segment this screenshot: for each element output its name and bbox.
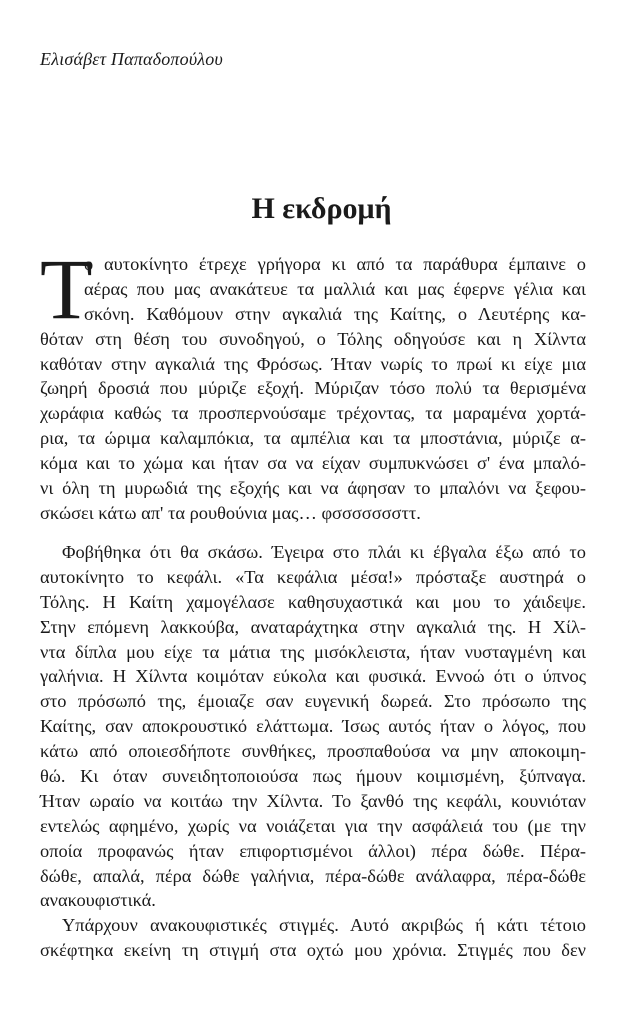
text-line: Υπάρχουν ανακουφιστικές στιγμές. Αυτό ακριβώς ή κάτι τέτοιο (62, 915, 586, 935)
paragraph-1 (40, 241, 586, 526)
drop-cap: Τ (40, 241, 93, 337)
text-line: Καίτης, σαν αποκρουστικό ελάττωμα. Ίσως αυτός ήταν ο λόγος, που (40, 716, 586, 737)
text-line: στο πρόσωπό της, έμοιαζε σαν ευγενική δωρεά. Στο πρόσωπο της (40, 691, 586, 712)
chapter-title: Η εκδρομή (251, 192, 392, 225)
text-line: Στην επόμενη λακκούβα, αναταράχτηκα στην αγκαλιά της. Η Χίλ- (40, 616, 586, 637)
text-line: καθόταν στην αγκαλιά της Φρόσως. Ήταν νωρίς το πρωί κι είχε μια (40, 353, 586, 374)
text-line: σκώσει κάτω απ' τα ρουθούνια μας… φσσσσσσσττ. (40, 502, 421, 523)
text-line: νι όλη τη μυρωδιά της εξοχής και να άφησαν το μπαλόνι να ξεφου- (40, 478, 586, 499)
text-line: Φοβήθηκα ότι θα σκάσω. Έγειρα στο πλάι κι έβγαλα έξω από το (62, 542, 586, 562)
text-line: σκόνη. Καθόμουν στην αγκαλιά της Καίτης, ο Λευτέρης κα- (84, 303, 586, 324)
text-line: δώθε, απαλά, πέρα δώθε γαλήνια, πέρα-δώθε ανάλαφρα, πέρα-δώθε (40, 865, 586, 886)
text-line: θώ. Κι όταν συνειδητοποιούσα πως ήμουν κοιμισμένη, ξύπναγα. (40, 766, 586, 787)
text-line: αυτοκίνητο το κεφάλι. «Τα κεφάλια μέσα!» πρόσταξε αυστηρά ο (40, 566, 586, 587)
text-line: αέρας που μας ανακάτευε τα μαλλιά και μας έφερνε γέλια και (84, 278, 586, 299)
text-line: κόμα και το χώμα και ήταν σα να είχαν συμπυκνώσει σ' ένα μπαλό- (40, 453, 586, 474)
text-line: γαλήνια. Η Χίλντα κοιμόταν εύκολα και φυσικά. Εννοώ ότι ο ύπνος (40, 666, 586, 687)
text-line: ανακουφιστικά. (40, 890, 156, 911)
running-head: Ελισάβετ Παπαδοπούλου (40, 49, 223, 69)
text-line: ντα δίπλα μου είχε τα μάτια της μισόκλειστα, ήταν νυσταγμένη και (40, 641, 586, 662)
paragraph-3 (40, 913, 586, 963)
text-line: Ήταν ωραίο να κοιτάω την Χίλντα. Το ξανθό της κεφάλι, κουνιόταν (40, 790, 586, 811)
paragraph-2 (40, 540, 586, 913)
text-line: θόταν στη θέση του συνοδηγού, ο Τόλης οδηγούσε και η Χίλντα (40, 328, 586, 349)
text-line: ο αυτοκίνητο έτρεχε γρήγορα κι από τα παράθυρα έμπαινε ο (84, 254, 586, 274)
text-line: Τόλης. Η Καίτη χαμογέλασε καθησυχαστικά και μου το χάιδεψε. (40, 591, 586, 612)
text-line: ζωηρή δροσιά που μύριζε εξοχή. Μύριζαν τόσο πολύ τα θερισμένα (40, 378, 586, 399)
text-line: οποία προφανώς ήταν επιφορτισμένοι άλλοι) πέρα δώθε. Πέρα- (40, 840, 586, 861)
text-line: σκέφτηκα εκείνη τη στιγμή στα οχτώ μου χρόνια. Στιγμές που δεν (40, 939, 586, 960)
text-line: ρια, τα ώριμα καλαμπόκια, τα αμπέλια και τα μποστάνια, μύριζε α- (40, 428, 586, 449)
text-line: εντελώς αφημένο, χωρίς να νοιάζεται για την ασφάλειά του (με την (40, 815, 586, 836)
text-line: κάτω από οποιεσδήποτε συνθήκες, προσπαθούσα να μην αποκοιμη- (40, 741, 586, 762)
text-line: χωράφια καθώς τα προσπερνούσαμε τρέχοντας, τα μαραμένα χορτά- (40, 403, 586, 424)
